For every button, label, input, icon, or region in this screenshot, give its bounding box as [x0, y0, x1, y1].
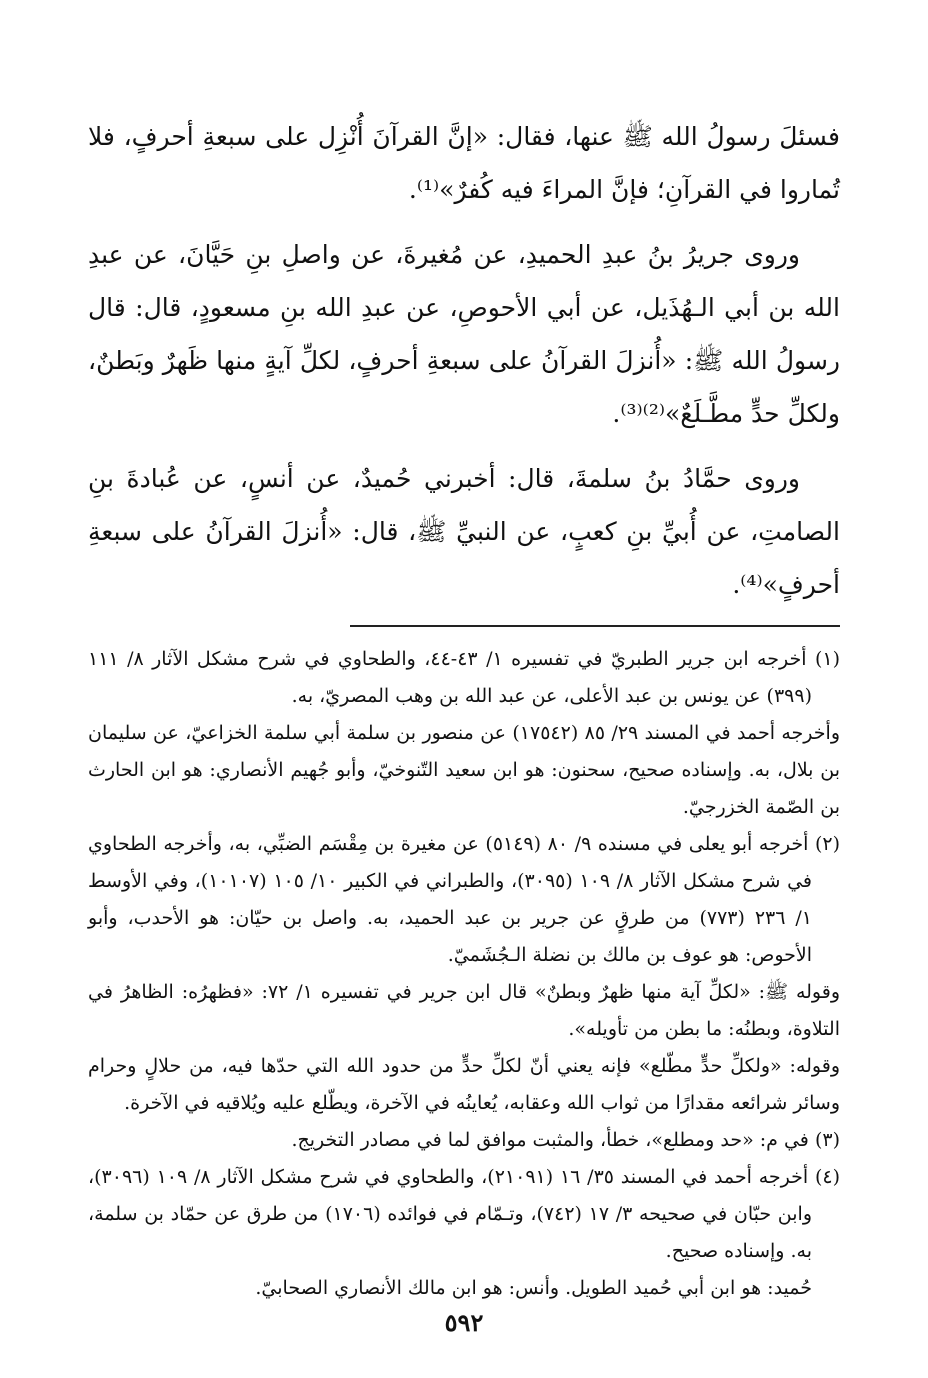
footnote-4-extra: حُميد: هو ابن أبي حُميد الطويل. وأنس: هو ابن مالك الأنصاري الصحابيّ.: [255, 1277, 812, 1299]
footnote-1-number: (١): [814, 648, 840, 670]
footnote-2: [88, 826, 840, 974]
page-number: ٥٩٢: [444, 1308, 484, 1337]
footnote-2-extra-1: وقوله ﷺ: «لكلِّ آية منها ظهرٌ وبطنٌ» قال ابن جرير في تفسيره ١/ ٧٢: «فظهرُه: الظاهرُ في التلاوة، وبطنُه: ما بطن من تأويله».: [88, 981, 840, 1040]
footnote-2-number: (٢): [814, 833, 841, 855]
main-text: [88, 110, 840, 611]
footnote-3-text: في م: «حد ومطلع»، خطأ، والمثبت موافق لما في مصادر التخريج.: [291, 1129, 809, 1151]
footnote-divider: [350, 625, 840, 627]
main-paragraph-2: وروى جريرُ بنُ عبدِ الحميدِ، عن مُغيرةَ، عن واصلِ بنِ حَيَّانَ، عن عبدِ الله بن أبي الـهُذَيل، عن أبي الأحوصِ، عن عبدِ الله بنِ مسعودٍ، قال: قال رسولُ الله ﷺ: «أُنزلَ القرآنُ على سبعةِ أحرفٍ، لكلِّ آيةٍ منها ظَهرٌ وبَطنٌ، ولكلِّ حدٍّ مطَّـلَعٌ»⁽²⁾⁽³⁾.: [88, 240, 840, 428]
book-page: [88, 110, 840, 1350]
footnote-2-text: أخرجه أبو يعلى في مسنده ٩/ ٨٠ (٥١٤٩) عن مغيرة بن مِقْسَم الضبِّي، به، وأخرجه الطحاوي في شرح مشكل الآثار ٨/ ١٠٩ (٣٠٩٥)، والطبراني في الكبير ١٠/ ١٠٥ (١٠١٠٧)، وفي الأوسط ١/ ٢٣٦ (٧٧٣) من طرقٍ عن جرير بن عبد الحميد، به. واصل بن حيّان: هو الأحدب، وأبو الأحوص: هو عوف بن مالك بن نضلة الـجُشَميّ.: [88, 833, 812, 966]
footnote-1-extra: وأخرجه أحمد في المسند ٢٩/ ٨٥ (١٧٥٤٢) عن منصور بن سلمة أبي سلمة الخزاعيّ، عن سليمان بن بلال، به. وإسناده صحيح، سحنون: هو ابن سعيد التّنوخيّ، وأبو جُهيم الأنصاري: هو ابن الحارث بن الصّمة الخزرجيّ.: [88, 722, 840, 818]
footnotes: [88, 641, 840, 1307]
footnote-1: [88, 641, 840, 715]
footnote-1-text: أخرجه ابن جرير الطبريّ في تفسيره ١/ ٤٣-٤٤، والطحاوي في شرح مشكل الآثار ٨/ ١١١ (٣٩٩) عن يونس بن عبد الأعلى، عن عبد الله بن وهب المصريّ، به.: [88, 648, 812, 707]
footnote-3: [88, 1122, 840, 1159]
footnote-3-number: (٣): [814, 1129, 840, 1151]
footnote-4-text: أخرجه أحمد في المسند ٣٥/ ١٦ (٢١٠٩١)، والطحاوي في شرح مشكل الآثار ٨/ ١٠٩ (٣٠٩٦)، وابن حبّان في صحيحه ٣/ ١٧ (٧٤٢)، وتـمّام في فوائده (١٧٠٦) من طرق عن حمّاد بن سلمة، به. وإسناده صحيح.: [88, 1166, 812, 1262]
main-paragraph-3: وروى حمَّادُ بنُ سلمةَ، قال: أخبرني حُميدٌ، عن أنسٍ، عن عُبادةَ بنِ الصامتِ، عن أُبيِّ بنِ كعبٍ، عن النبيِّ ﷺ، قال: «أُنزلَ القرآنُ على سبعةِ أحرفٍ»⁽⁴⁾.: [88, 464, 840, 599]
footnote-4: [88, 1159, 840, 1270]
footnote-2-extra-2: وقوله: «ولكلِّ حدٍّ مطّلع» فإنه يعني أنّ لكلِّ حدٍّ من حدود الله التي حدّها فيه، من حلالٍ وحرام وسائر شرائعه مقدارًا من ثواب الله وعقابه، يُعاينُه في الآخرة، ويطّلع عليه ويُلاقيه في الآخرة.: [88, 1055, 840, 1114]
footnote-4-number: (٤): [814, 1166, 840, 1188]
main-paragraph-1: فسئلَ رسولُ الله ﷺ عنها، فقال: «إنَّ القرآنَ أُنْزِل على سبعةِ أحرفٍ، فلا تُماروا في القرآنِ؛ فإنَّ المراءَ فيه كُفرٌ»⁽¹⁾.: [88, 122, 840, 204]
